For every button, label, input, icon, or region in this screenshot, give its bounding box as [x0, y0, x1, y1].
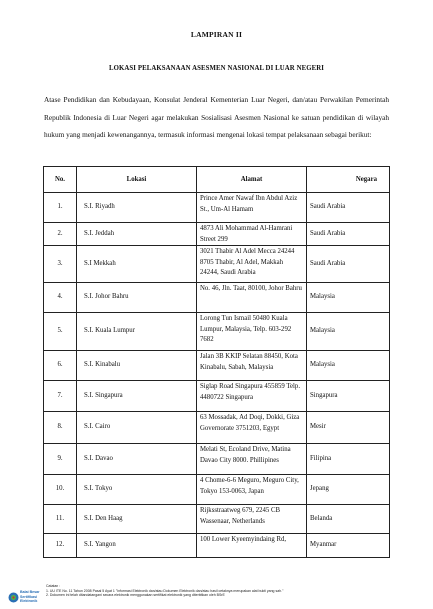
table-row: [44, 444, 390, 475]
row-number: 9.: [44, 444, 77, 475]
row-negara: Myanmar: [307, 534, 390, 558]
table-row: [44, 351, 390, 381]
row-lokasi: S.I. Kuala Lumpur: [77, 313, 197, 351]
notes-title: Catatan :: [46, 584, 61, 588]
row-number: 4.: [44, 283, 77, 313]
table-header-row: [44, 167, 390, 193]
footer: [4, 581, 429, 609]
header-alamat: Alamat: [197, 167, 307, 193]
row-lokasi: S.I. Davao: [77, 444, 197, 475]
table-row: [44, 283, 390, 313]
bsre-logo-icon: [8, 592, 19, 603]
row-alamat: Prince Amer Nawaf Ibn Abdul Aziz St., Um-Al Hamam: [197, 193, 307, 223]
row-negara: Jepang: [307, 475, 390, 505]
row-alamat: Lorong Tun Ismail 50480 Kuala Lumpur, Malaysia, Telp. 603-292 7682: [197, 313, 307, 351]
row-negara: Malaysia: [307, 351, 390, 381]
table-row: [44, 223, 390, 246]
row-number: 10.: [44, 475, 77, 505]
row-alamat: Jalan 3B KKIP Selatan 88450, Kota Kinabalu, Sabah, Malaysia: [197, 351, 307, 381]
row-negara: Mesir: [307, 412, 390, 444]
row-lokasi: S.I. Singapura: [77, 381, 197, 412]
document-title: LOKASI PELAKSANAAN ASESMEN NASIONAL DI LUAR NEGERI: [109, 65, 324, 72]
header-lokasi: Lokasi: [77, 167, 197, 193]
footer-notes: [46, 584, 429, 598]
table-row: [44, 193, 390, 223]
row-negara: Malaysia: [307, 313, 390, 351]
table-row: [44, 313, 390, 351]
logo-line: Sertifikasi: [20, 594, 38, 599]
header-negara: Negara: [307, 167, 390, 193]
row-number: 2.: [44, 223, 77, 246]
row-negara: Filipina: [307, 444, 390, 475]
table-row: [44, 246, 390, 283]
row-lokasi: S.I. Riyadh: [77, 193, 197, 223]
logo-line: Elektronik: [20, 599, 38, 604]
note-line: 2. Dokumen ini telah ditandatangani secara elektronik menggunakan sertifikat elektronik yang diterbitkan oleh BSrE: [46, 593, 225, 598]
row-number: 6.: [44, 351, 77, 381]
appendix-label: LAMPIRAN II: [190, 30, 243, 39]
row-lokasi: S.I. Kinabalu: [77, 351, 197, 381]
row-alamat: 63 Mossadak, Ad Doqi, Dokki, Giza Governorate 3751203, Egypt: [197, 412, 307, 444]
bsre-logo: [8, 590, 46, 608]
table-body: [44, 193, 390, 558]
row-number: 1.: [44, 193, 77, 223]
table-row: [44, 412, 390, 444]
row-lokasi: S.I. Den Haag: [77, 505, 197, 534]
row-number: 11.: [44, 505, 77, 534]
location-table: [43, 166, 390, 558]
row-alamat: No. 46, Jln. Taat, 80100, Johor Bahru: [197, 283, 307, 313]
table-row: [44, 534, 390, 558]
row-lokasi: S.I. Jeddah: [77, 223, 197, 246]
row-alamat: 100 Lower Kyeemyindaing Rd,: [197, 534, 307, 558]
row-lokasi: S.I. Tokyo: [77, 475, 197, 505]
row-negara: Belanda: [307, 505, 390, 534]
row-negara: Saudi Arabia: [307, 193, 390, 223]
row-alamat: Melati St, Ecoland Drive, Matina Davao City 8000. Phillipines: [197, 444, 307, 475]
row-alamat: 4873 Ali Mohammad Al-Hamrani Street 299: [197, 223, 307, 246]
header-no: No.: [44, 167, 77, 193]
row-number: 3.: [44, 246, 77, 283]
row-number: 8.: [44, 412, 77, 444]
row-number: 5.: [44, 313, 77, 351]
table-row: [44, 505, 390, 534]
row-lokasi: S.I. Cairo: [77, 412, 197, 444]
row-negara: Saudi Arabia: [307, 246, 390, 283]
row-alamat: Siglap Road Singapura 455859 Telp. 4480722 Singapura: [197, 381, 307, 412]
row-alamat: 4 Chome-6-6 Meguro, Meguro City, Tokyo 153-0063, Japan: [197, 475, 307, 505]
row-lokasi: S.I. Yangon: [77, 534, 197, 558]
row-number: 12.: [44, 534, 77, 558]
row-alamat: Rijksstraatweg 679, 2245 CB Wassenaar, Netherlands: [197, 505, 307, 534]
row-lokasi: S.I. Johor Bahru: [77, 283, 197, 313]
row-negara: Saudi Arabia: [307, 223, 390, 246]
row-alamat: 3021 Thabir Al Adel Mecca 24244 8705 Thabir, Al Adel, Makkah 24244, Saudi Arabia: [197, 246, 307, 283]
table-row: [44, 381, 390, 412]
bsre-logo-text: [20, 590, 40, 604]
intro-paragraph: Atase Pendidikan dan Kebudayaan, Konsulat Jenderal Kementerian Luar Negeri, dan/atau Perwakilan Pemerintah Republik Indonesia di Luar Negeri agar melakukan Sosialisasi Asesmen Nasional ke satuan pendidikan di wilayah hukum yang menjadi kewenangannya, termasuk informasi mengenai lokasi tempat pelaksanaan sebagai berikut:: [44, 95, 389, 139]
note-line: 1. UU ITE No. 11 Tahun 2008 Pasal 5 Ayat 1 "Informasi Elektronik dan/atau Dokumen Elektronik dan/atau hasil cetaknya merupakan alat bukti yang sah.": [46, 588, 284, 593]
row-negara: Malaysia: [307, 283, 390, 313]
row-number: 7.: [44, 381, 77, 412]
row-lokasi: S.I Mekkah: [77, 246, 197, 283]
table-row: [44, 475, 390, 505]
row-negara: Singapura: [307, 381, 390, 412]
logo-line: Balai Besar: [20, 590, 40, 594]
